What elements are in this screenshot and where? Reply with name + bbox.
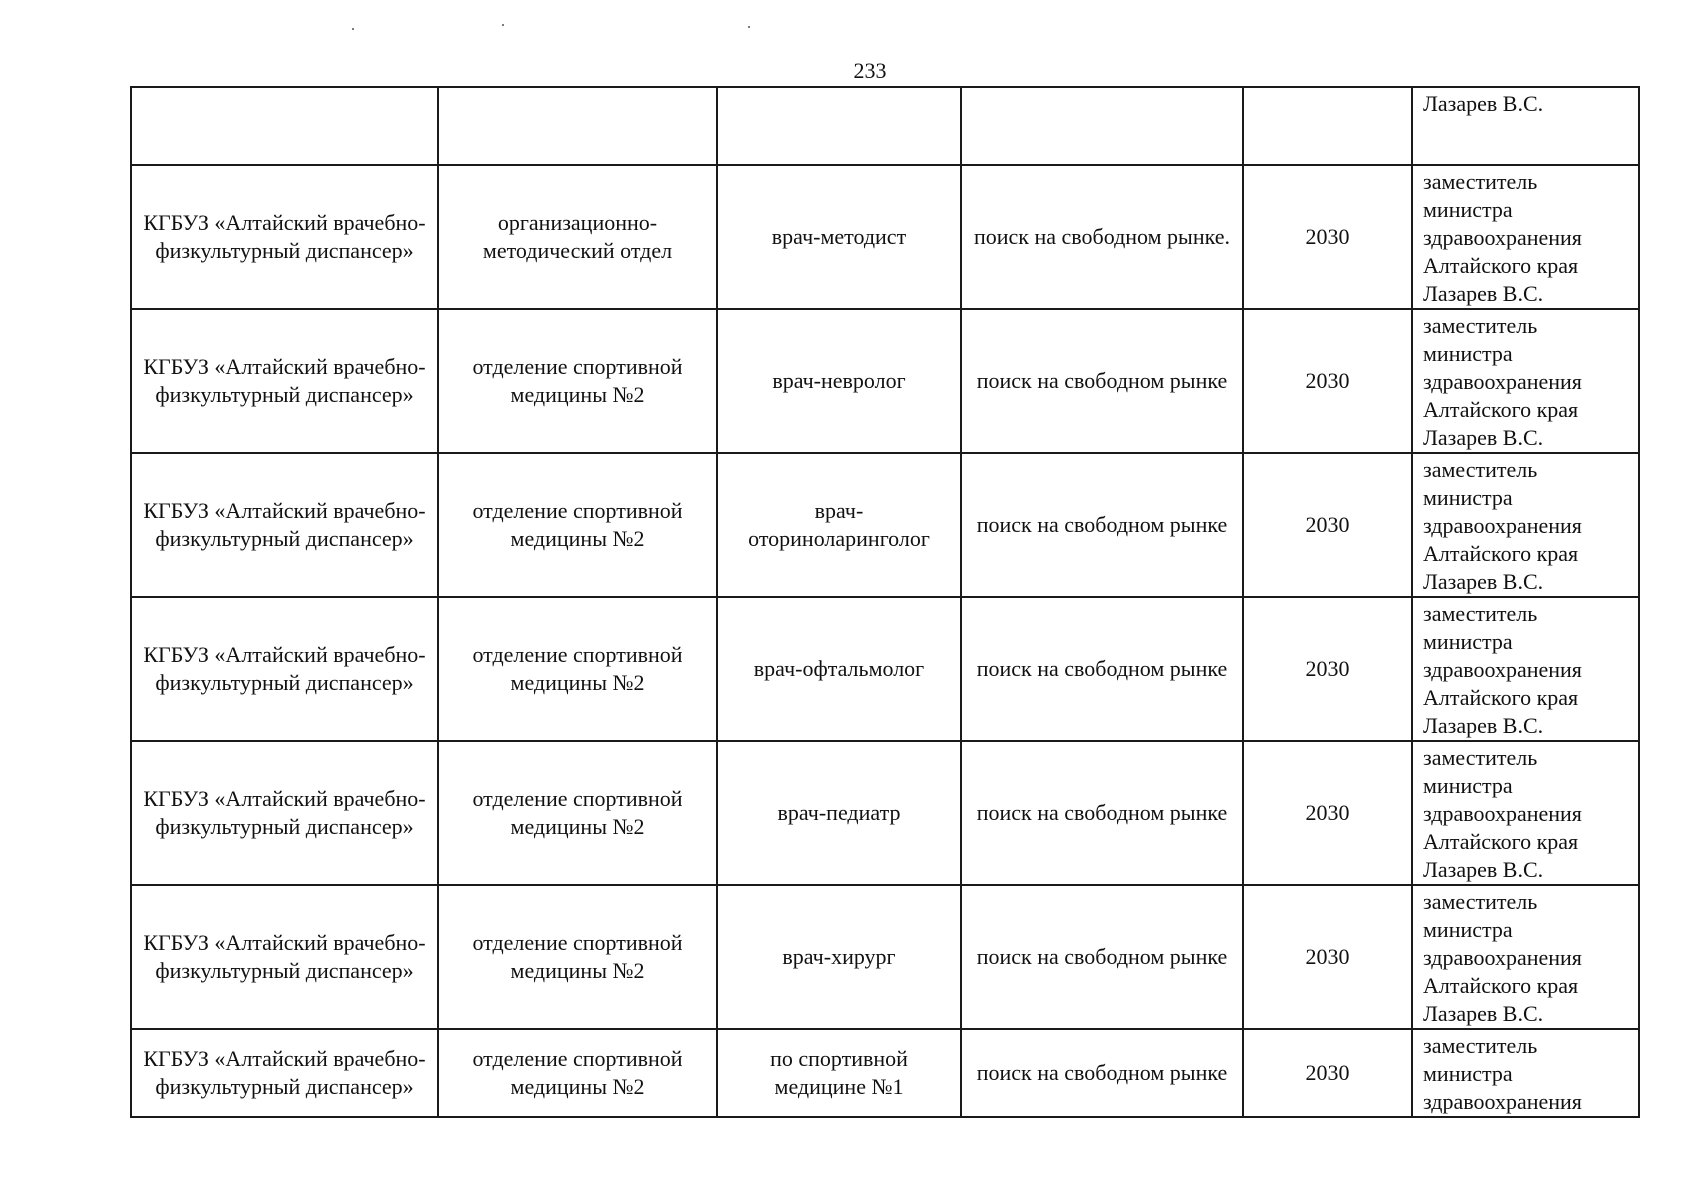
staff-table — [130, 86, 1640, 1118]
responsible-cell: заместитель министра здравоохранения Алтайского края Лазарев В.С. — [1412, 309, 1639, 453]
table-row — [131, 87, 1639, 165]
table-row — [131, 741, 1639, 885]
table-row — [131, 597, 1639, 741]
position-cell: по спортивной медицине №1 — [717, 1029, 961, 1117]
department-cell: отделение спортивной медицины №2 — [438, 309, 717, 453]
scan-speck — [502, 24, 504, 26]
department-cell: отделение спортивной медицины №2 — [438, 885, 717, 1029]
responsible-cell: заместитель министра здравоохранения Алтайского края Лазарев В.С. — [1412, 885, 1639, 1029]
position-cell — [717, 87, 961, 165]
scan-speck — [352, 28, 354, 30]
institution-cell: КГБУЗ «Алтайский врачебно-физкультурный диспансер» — [131, 165, 438, 309]
year-cell — [1243, 87, 1412, 165]
department-cell: организационно-методический отдел — [438, 165, 717, 309]
method-cell: поиск на свободном рынке — [961, 741, 1243, 885]
institution-cell: КГБУЗ «Алтайский врачебно-физкультурный диспансер» — [131, 453, 438, 597]
method-cell: поиск на свободном рынке — [961, 885, 1243, 1029]
table-row — [131, 165, 1639, 309]
position-cell: врач-офтальмолог — [717, 597, 961, 741]
institution-cell: КГБУЗ «Алтайский врачебно-физкультурный диспансер» — [131, 741, 438, 885]
year-cell: 2030 — [1243, 165, 1412, 309]
year-cell: 2030 — [1243, 1029, 1412, 1117]
responsible-cell: заместитель министра здравоохранения Алтайского края Лазарев В.С. — [1412, 741, 1639, 885]
method-cell: поиск на свободном рынке — [961, 309, 1243, 453]
institution-cell: КГБУЗ «Алтайский врачебно-физкультурный диспансер» — [131, 885, 438, 1029]
responsible-cell: заместитель министра здравоохранения — [1412, 1029, 1639, 1117]
year-cell: 2030 — [1243, 309, 1412, 453]
department-cell: отделение спортивной медицины №2 — [438, 453, 717, 597]
responsible-cell: заместитель министра здравоохранения Алтайского края Лазарев В.С. — [1412, 453, 1639, 597]
institution-cell: КГБУЗ «Алтайский врачебно-физкультурный диспансер» — [131, 309, 438, 453]
position-cell: врач-методист — [717, 165, 961, 309]
department-cell: отделение спортивной медицины №2 — [438, 1029, 717, 1117]
department-cell: отделение спортивной медицины №2 — [438, 597, 717, 741]
responsible-cell: заместитель министра здравоохранения Алтайского края Лазарев В.С. — [1412, 597, 1639, 741]
responsible-cell: заместитель министра здравоохранения Алтайского края Лазарев В.С. — [1412, 165, 1639, 309]
position-cell: врач-педиатр — [717, 741, 961, 885]
position-cell: врач-хирург — [717, 885, 961, 1029]
position-cell: врач-невролог — [717, 309, 961, 453]
method-cell — [961, 87, 1243, 165]
department-cell: отделение спортивной медицины №2 — [438, 741, 717, 885]
year-cell: 2030 — [1243, 597, 1412, 741]
method-cell: поиск на свободном рынке — [961, 1029, 1243, 1117]
year-cell: 2030 — [1243, 885, 1412, 1029]
institution-cell: КГБУЗ «Алтайский врачебно-физкультурный диспансер» — [131, 597, 438, 741]
table-row — [131, 1029, 1639, 1117]
position-cell: врач-оториноларинголог — [717, 453, 961, 597]
method-cell: поиск на свободном рынке — [961, 453, 1243, 597]
page-number: 233 — [853, 58, 887, 83]
year-cell: 2030 — [1243, 741, 1412, 885]
scan-speck — [748, 26, 750, 28]
responsible-cell: Лазарев В.С. — [1412, 87, 1639, 165]
department-cell — [438, 87, 717, 165]
institution-cell — [131, 87, 438, 165]
table-row — [131, 453, 1639, 597]
method-cell: поиск на свободном рынке. — [961, 165, 1243, 309]
method-cell: поиск на свободном рынке — [961, 597, 1243, 741]
table-row — [131, 885, 1639, 1029]
institution-cell: КГБУЗ «Алтайский врачебно-физкультурный диспансер» — [131, 1029, 438, 1117]
year-cell: 2030 — [1243, 453, 1412, 597]
table-row — [131, 309, 1639, 453]
